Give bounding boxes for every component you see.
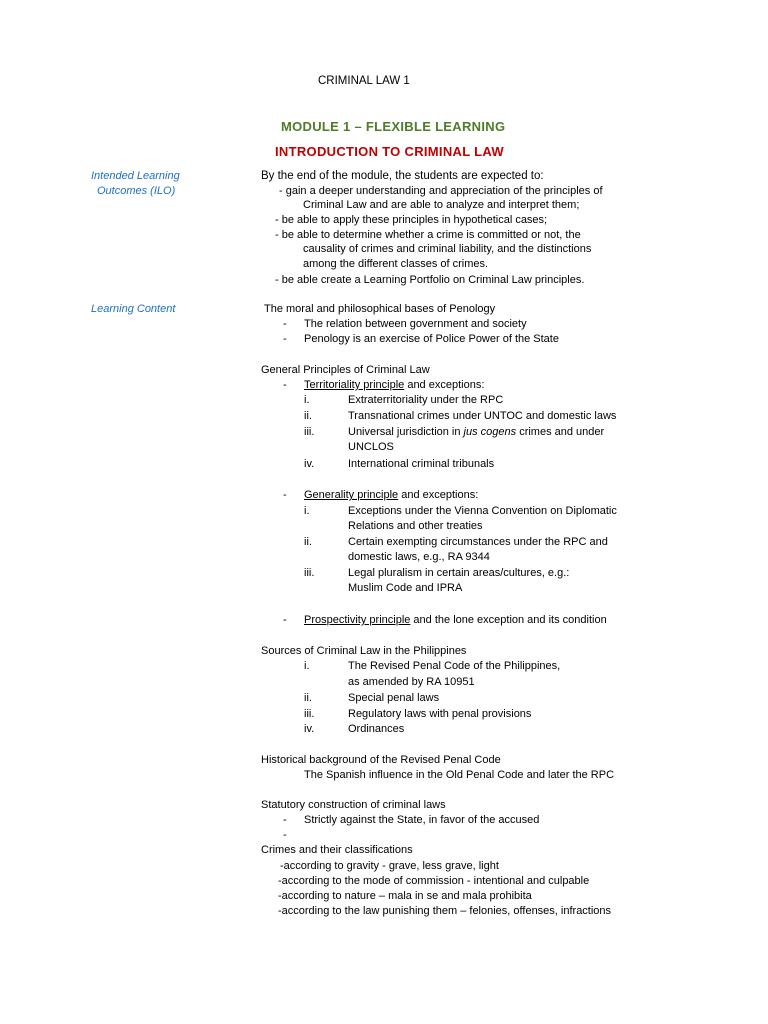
- generality-label: Generality principle: [304, 489, 399, 501]
- item-number: iv.: [304, 458, 315, 470]
- moral-item: Penology is an exercise of Police Power of the State: [304, 333, 559, 345]
- crimes-item: -according to gravity - grave, less grave, light: [280, 860, 499, 872]
- generality-rest: and exceptions:: [398, 489, 479, 501]
- territoriality-item: Extraterritoriality under the RPC: [348, 394, 504, 406]
- prospectivity-rest: and the lone exception and its condition: [410, 614, 607, 626]
- moral-heading: The moral and philosophical bases of Penology: [264, 303, 496, 315]
- sources-item: Special penal laws: [348, 692, 440, 704]
- generality-item-cont: Muslim Code and IPRA: [348, 582, 463, 594]
- bullet-dash: -: [283, 379, 287, 391]
- item-number: iii.: [304, 426, 315, 438]
- territoriality-item: International criminal tribunals: [348, 458, 495, 470]
- bullet-dash: -: [283, 333, 287, 345]
- general-heading: General Principles of Criminal Law: [261, 364, 430, 376]
- ilo-item: among the different classes of crimes.: [303, 258, 489, 270]
- ilo-label-line1: Intended Learning: [91, 170, 180, 182]
- generality-item-cont: domestic laws, e.g., RA 9344: [348, 551, 490, 563]
- sources-item: Ordinances: [348, 723, 405, 735]
- generality-item: Certain exempting circumstances under the RPC and: [348, 536, 608, 548]
- sources-item: The Revised Penal Code of the Philippines,: [348, 660, 561, 672]
- text-part-italic: jus cogens: [463, 426, 517, 438]
- crimes-item: -according to the mode of commission - intentional and culpable: [278, 875, 590, 887]
- text-part: crimes and under: [516, 426, 605, 438]
- generality-item: Legal pluralism in certain areas/cultures, e.g.:: [348, 567, 570, 579]
- item-number: i.: [304, 394, 310, 406]
- territoriality-item-cont: UNCLOS: [348, 441, 394, 453]
- bullet-dash: -: [283, 829, 287, 841]
- ilo-item: - be able to apply these principles in hypothetical cases;: [275, 214, 548, 226]
- ilo-item: - gain a deeper understanding and appreciation of the principles of: [279, 185, 603, 197]
- moral-item: The relation between government and society: [304, 318, 527, 330]
- historical-text: The Spanish influence in the Old Penal Code and later the RPC: [304, 769, 615, 781]
- ilo-item: - be able create a Learning Portfolio on Criminal Law principles.: [275, 274, 585, 286]
- sources-heading: Sources of Criminal Law in the Philippines: [261, 645, 467, 657]
- bullet-dash: -: [283, 318, 287, 330]
- item-number: i.: [304, 660, 310, 672]
- item-number: ii.: [304, 692, 312, 704]
- territoriality-rest: and exceptions:: [404, 379, 485, 391]
- ilo-item: Criminal Law and are able to analyze and interpret them;: [303, 199, 580, 211]
- item-number: i.: [304, 505, 310, 517]
- sources-item-cont: as amended by RA 10951: [348, 676, 475, 688]
- sources-item: Regulatory laws with penal provisions: [348, 708, 532, 720]
- course-title: CRIMINAL LAW 1: [318, 75, 410, 87]
- text-part: Universal jurisdiction in: [348, 426, 464, 438]
- item-number: iii.: [304, 708, 315, 720]
- topic-title: INTRODUCTION TO CRIMINAL LAW: [275, 144, 504, 159]
- item-number: ii.: [304, 410, 312, 422]
- learning-content-label: Learning Content: [91, 303, 176, 315]
- territoriality-line: [304, 379, 484, 392]
- bullet-dash: -: [283, 614, 287, 626]
- generality-item-cont: Relations and other treaties: [348, 520, 483, 532]
- ilo-label-line2: Outcomes (ILO): [97, 185, 176, 197]
- ilo-item: - be able to determine whether a crime is committed or not, the: [275, 229, 581, 241]
- bullet-dash: -: [283, 489, 287, 501]
- ilo-item: causality of crimes and criminal liability, and the distinctions: [303, 243, 592, 255]
- historical-heading: Historical background of the Revised Penal Code: [261, 754, 501, 766]
- generality-line: [304, 489, 478, 502]
- module-title: MODULE 1 – FLEXIBLE LEARNING: [281, 119, 506, 134]
- statutory-heading: Statutory construction of criminal laws: [261, 799, 446, 811]
- crimes-heading: Crimes and their classifications: [261, 844, 413, 856]
- territoriality-item: [348, 426, 604, 439]
- bullet-dash: -: [283, 814, 287, 826]
- territoriality-item: Transnational crimes under UNTOC and domestic laws: [348, 410, 617, 422]
- item-number: ii.: [304, 536, 312, 548]
- crimes-item: -according to the law punishing them – felonies, offenses, infractions: [278, 905, 612, 917]
- generality-item: Exceptions under the Vienna Convention on Diplomatic: [348, 505, 617, 517]
- prospectivity-label: Prospectivity principle: [304, 614, 411, 626]
- ilo-intro: By the end of the module, the students are expected to:: [261, 170, 544, 182]
- prospectivity-line: [304, 614, 607, 627]
- statutory-item: Strictly against the State, in favor of the accused: [304, 814, 540, 826]
- territoriality-label: Territoriality principle: [304, 379, 405, 391]
- crimes-item: -according to nature – mala in se and mala prohibita: [278, 890, 532, 902]
- item-number: iv.: [304, 723, 315, 735]
- item-number: iii.: [304, 567, 315, 579]
